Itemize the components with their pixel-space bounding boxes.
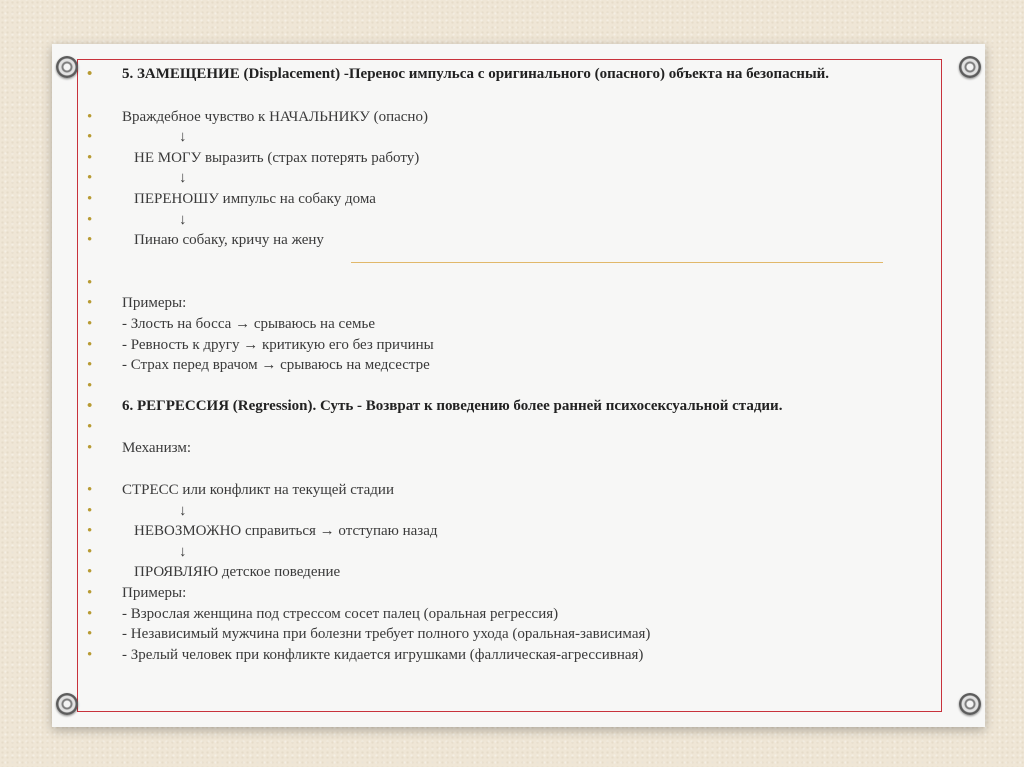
down-arrow-icon: ↓ (179, 211, 187, 228)
list-item (87, 273, 907, 294)
heading-regression-text: 6. РЕГРЕССИЯ (Regression). Суть - Возврат к поведению более ранней психосексуальной стадии. (122, 398, 783, 415)
examples-title: Примеры: (122, 295, 187, 312)
bullet-icon: • (87, 129, 93, 146)
list-item (87, 417, 907, 438)
bullet-icon: • (87, 585, 93, 602)
bullet-icon: • (87, 357, 93, 374)
bullet-icon: • (87, 439, 93, 456)
bullet-icon: • (87, 315, 93, 332)
list-item (87, 604, 907, 625)
bullet-icon: • (87, 502, 93, 519)
bullet-icon: • (87, 232, 93, 249)
grommet-icon-top-left (56, 56, 78, 78)
bullet-icon: • (87, 626, 93, 643)
list-item (87, 230, 907, 251)
spacer (87, 85, 907, 107)
list-item (87, 210, 907, 231)
bullet-icon: • (87, 605, 93, 622)
list-item (87, 355, 907, 376)
flow-step: Враждебное чувство к НАЧАЛЬНИКУ (опасно) (122, 108, 428, 125)
example-text: - Злость на босса → срываюсь на семье (122, 315, 375, 332)
example-text: - Ревность к другу → критикую его без причины (122, 336, 434, 353)
bullet-icon: • (87, 336, 93, 353)
flow-step: НЕВОЗМОЖНО справиться → отступаю назад (134, 523, 438, 540)
bullet-icon: • (87, 211, 93, 228)
list-item (87, 624, 907, 645)
list-item (87, 562, 907, 583)
bullet-icon: • (87, 523, 93, 540)
spacer (87, 458, 907, 480)
examples-title: Примеры: (122, 585, 187, 602)
list-item (87, 314, 907, 335)
bullet-icon: • (87, 564, 93, 581)
heading-displacement-text: 5. ЗАМЕЩЕНИЕ (Displacement) -Перенос импульса с оригинального (опасного) объекта на безопасный. (122, 66, 830, 82)
list-item (87, 168, 907, 189)
mechanism-title: Механизм: (122, 439, 191, 456)
list-item (87, 376, 907, 397)
grommet-icon-top-right (959, 56, 981, 78)
list-item (87, 583, 907, 604)
down-arrow-icon: ↓ (179, 543, 187, 560)
bullet-icon: • (87, 295, 93, 312)
down-arrow-icon: ↓ (179, 170, 187, 187)
bullet-icon: • (87, 482, 93, 499)
bullet-icon: • (87, 274, 93, 291)
list-item (87, 501, 907, 522)
list-item (87, 127, 907, 148)
bullet-icon: • (87, 66, 93, 82)
list-item (87, 189, 907, 210)
flow-step: Пинаю собаку, кричу на жену (134, 232, 324, 249)
bullet-icon: • (87, 108, 93, 125)
list-item (87, 645, 907, 666)
bullet-icon: • (87, 149, 93, 166)
list-item (87, 542, 907, 563)
example-text: - Взрослая женщина под стрессом сосет палец (оральная регрессия) (122, 605, 559, 622)
heading-displacement (87, 64, 907, 85)
heading-regression (87, 396, 907, 417)
grommet-icon-bottom-left (56, 693, 78, 715)
example-text: - Зрелый человек при конфликте кидается игрушками (фаллическая-агрессивная) (122, 646, 644, 663)
flow-step: ПРОЯВЛЯЮ детское поведение (134, 564, 341, 581)
bullet-icon: • (87, 190, 93, 207)
example-text: - Независимый мужчина при болезни требует полного ухода (оральная-зависимая) (122, 626, 651, 643)
list-item (87, 480, 907, 501)
list-item (87, 107, 907, 128)
bullet-icon: • (87, 646, 93, 663)
bullet-icon: • (87, 543, 93, 560)
grommet-icon-bottom-right (959, 693, 981, 715)
flow-step: СТРЕСС или конфликт на текущей стадии (122, 482, 394, 499)
spacer (87, 251, 907, 273)
slide-content (87, 64, 907, 665)
list-item (87, 293, 907, 314)
down-arrow-icon: ↓ (179, 129, 187, 146)
bullet-icon: • (87, 170, 93, 187)
list-item (87, 521, 907, 542)
bullet-icon: • (87, 418, 93, 435)
list-item (87, 438, 907, 459)
bullet-icon: • (87, 398, 93, 415)
list-item (87, 148, 907, 169)
down-arrow-icon: ↓ (179, 502, 187, 519)
bullet-icon: • (87, 377, 93, 394)
flow-step: ПЕРЕНОШУ импульс на собаку дома (134, 190, 376, 207)
slide-card (52, 44, 985, 727)
list-item (87, 335, 907, 356)
flow-step: НЕ МОГУ выразить (страх потерять работу) (134, 149, 420, 166)
example-text: - Страх перед врачом → срываюсь на медсестре (122, 357, 430, 374)
